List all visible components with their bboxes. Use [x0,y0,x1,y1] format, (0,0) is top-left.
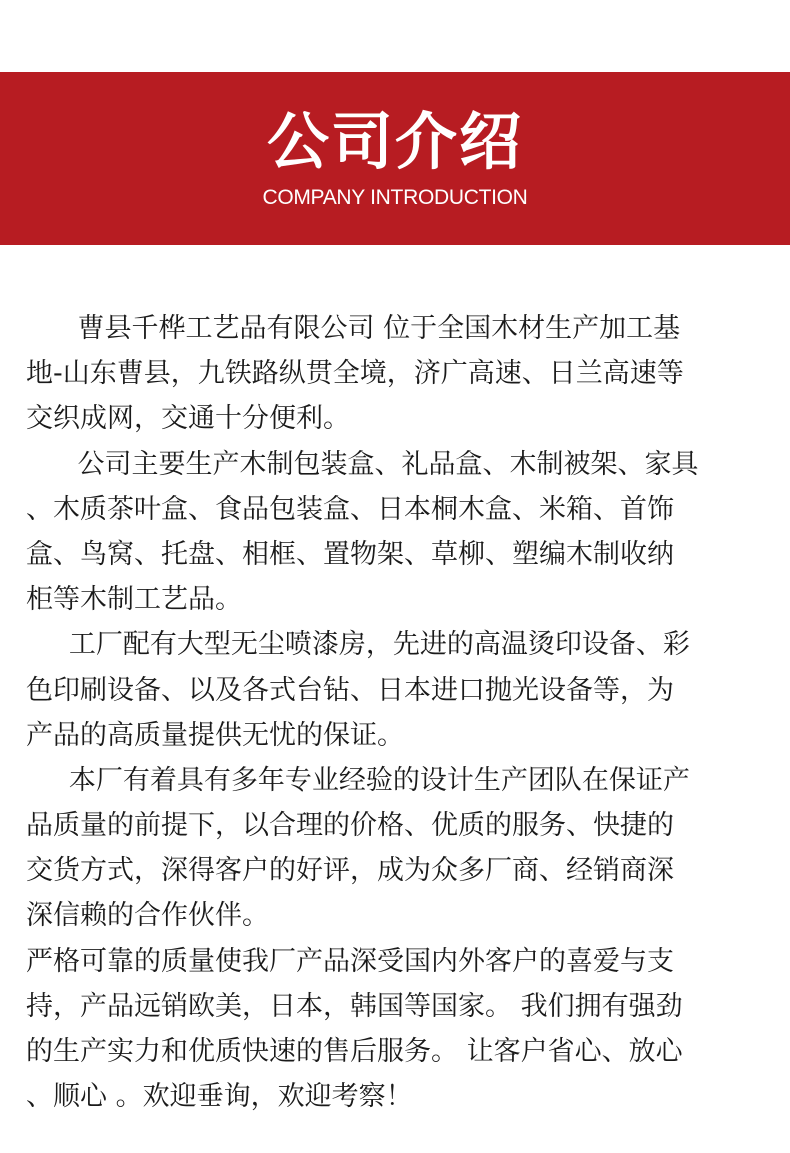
text-line: 盒、鸟窝、托盘、相框、置物架、草柳、塑编木制收纳 [26,538,674,570]
text-line: 公司主要生产木制包装盒、礼品盒、木制被架、家具 [26,448,699,480]
text-line: 持，产品远销欧美，日本，韩国等国家。 我们拥有强劲 [26,990,683,1022]
text-line: 本厂有着具有多年专业经验的设计生产团队在保证产 [26,764,690,796]
text-line: 柜等木制工艺品。 [26,584,242,616]
banner-subtitle: COMPANY INTRODUCTION [262,186,528,209]
text-line: 、木质茶叶盒、食品包装盒、日本桐木盒、米箱、首饰 [26,493,674,525]
text-line: 工厂配有大型无尘喷漆房，先进的高温烫印设备、彩 [26,629,690,661]
text-line: 品质量的前提下，以合理的价格、优质的服务、快捷的 [26,810,674,842]
text-line: 严格可靠的质量使我厂产品深受国内外客户的喜爱与支 [26,945,674,977]
text-line: 深信赖的合作伙伴。 [26,900,269,932]
text-line: 、顺心 。欢迎垂询，欢迎考察！ [26,1081,413,1113]
header-banner [0,72,790,245]
text-line: 色印刷设备、以及各式台钻、日本进口抛光设备等，为 [26,674,674,706]
text-line: 曹县千桦工艺品有限公司 位于全国木材生产加工基 [26,313,681,344]
text-line: 地-山东曹县，九铁路纵贯全境，济广高速、日兰高速等 [26,358,684,390]
text-line: 交货方式，深得客户的好评，成为众多厂商、经销商深 [26,855,674,887]
text-line: 交织成网，交通十分便利。 [26,403,350,435]
text-line: 的生产实力和优质快速的售后服务。 让客户省心、放心 [26,1036,683,1067]
text-line: 产品的高质量提供无忧的保证。 [26,719,404,751]
banner-title: 公司介绍 [266,105,523,178]
company-introduction-text [26,306,766,1119]
